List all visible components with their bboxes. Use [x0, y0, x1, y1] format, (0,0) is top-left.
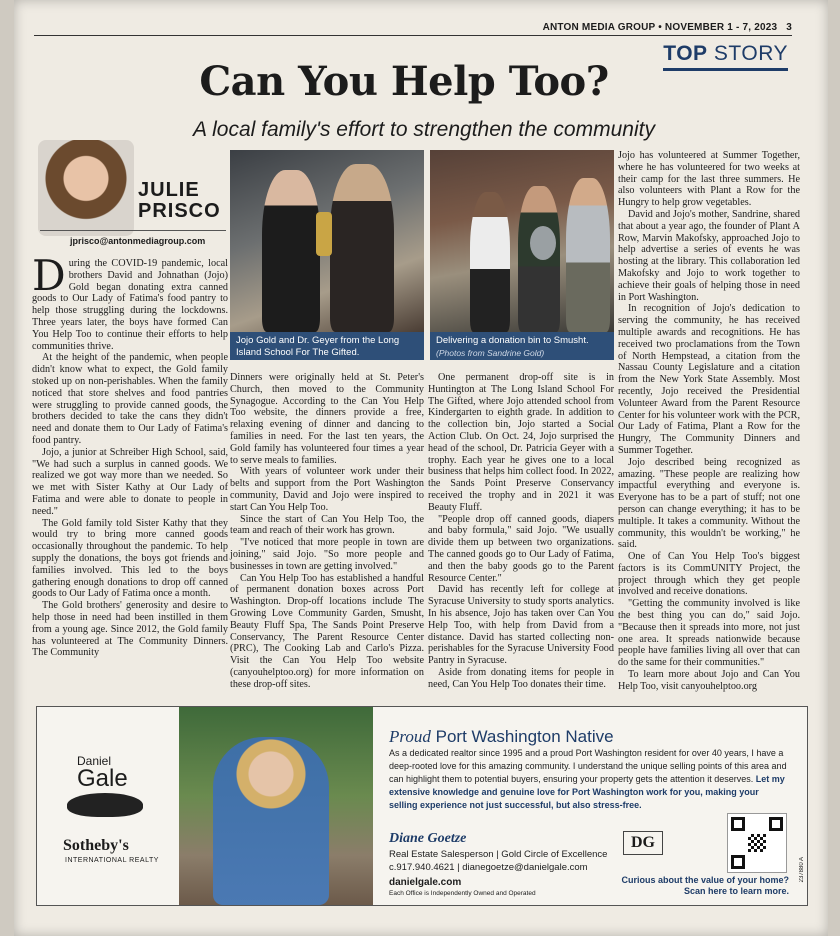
photo-figure-1	[470, 192, 510, 332]
tagline-main: Port Washington Native	[435, 727, 614, 746]
article-paragraph	[32, 251, 228, 352]
article-paragraph: Dinners were originally held at St. Peter's Church, then moved to the Community Synagogue. According to the Can You Help Too website, the dinners provide a free, relaxing evening of dinner and dancing to families in need. For the last ten years, the Gold family has volunteered four times a year to serve meals to families.	[230, 372, 424, 466]
article-column-1	[32, 251, 228, 659]
cta-line-2: Scan here to learn more.	[683, 886, 789, 896]
caption-2-text: Delivering a donation bin to Smusht.	[436, 335, 589, 346]
page-number: 3	[786, 22, 792, 33]
newspaper-page	[14, 0, 828, 936]
article-paragraph: The Gold family told Sister Kathy that they would try to bring more canned goods occasionally throughout the pandemic. To help supply the donations, the boys got friends and families involved. This led to the boys gathering enough donations to drop off canned goods to Our Lady of Fatima once a month.	[32, 517, 228, 600]
article-column-3	[428, 372, 614, 691]
subheadline: A local family's effort to strengthen the community	[193, 118, 655, 141]
article-paragraph: Jojo, a junior at Schreiber High School, said, "We had such a surplus in canned goods. We realized we got way more than we needed. So we met with Sister Kathy at Our Lady of Fatima and were able to donate to people in need."	[32, 446, 228, 517]
article-paragraph: The Gold brothers' generosity and desire to help those in need had been instilled in them from a young age. Since 2012, the Gold family has volunteered at The Community Dinners. The Community	[32, 600, 228, 659]
article-paragraph: With years of volunteer work under their belts and support from the Port Washington community, David and Jojo were inspired to start Can You Help Too.	[230, 466, 424, 513]
header-separator: •	[658, 22, 662, 33]
photo-figure-geyer	[330, 164, 394, 332]
article-paragraph: To learn more about Jojo and Can You Help Too, visit canyouhelptoo.org	[618, 669, 800, 692]
article-paragraph: One permanent drop-off site is in Huntington at The Long Island School For The Gifted, where Jojo attended school from Kindergarten to eighth grade. In addition to the collection bin, Jojo started a Social Action Club. On Oct. 24, Jojo surprised the head of the school, Dr. Patricia Geyer with a trophy. Each year he gives one to a local business that helps him collect food. In 2022, the Sands Point Preserve Conservancy received the trophy and in 2021 it was Beauty Fluff.	[428, 372, 614, 513]
article-paragraph: At the height of the pandemic, when people didn't know what to expect, the Gold family stoked up on non-perishables. When the family noticed that store shelves and food pantries were struggling to provide canned goods, the brothers decided to take the cans they didn't need and donate them to Our Lady of Fatima's food pantry.	[32, 352, 228, 446]
logo-intl-text: INTERNATIONAL REALTY	[65, 857, 159, 864]
trophy-icon	[316, 212, 332, 256]
tagline-script: Proud	[389, 727, 431, 746]
article-paragraph: Jojo described being recognized as amazing. "These people are realizing how impactful everything and everyone is. Everyone has to be a part of stuff; not one person can change everything; it has to be multiple. It takes a community. Without the community, this wouldn't be working," he said.	[618, 456, 800, 551]
article-paragraph: Since the start of Can You Help Too, the team and reach of their work has grown.	[230, 513, 424, 537]
dg-monogram: DG	[623, 831, 663, 855]
agent-role: Real Estate Salesperson | Gold Circle of Excellence	[389, 849, 608, 860]
author-last-name: PRISCO	[138, 200, 221, 222]
photo-caption-2	[430, 332, 614, 360]
photo-jojo-dr-geyer	[230, 150, 424, 332]
author-byline	[138, 180, 221, 222]
ad-cta	[621, 875, 789, 897]
article-column-2	[230, 372, 424, 691]
logo-sothebys-text: Sotheby's	[63, 837, 129, 854]
photo-caption-1: Jojo Gold and Dr. Geyer from the Long Island School For The Gifted.	[230, 332, 424, 360]
article-column-4	[618, 150, 800, 693]
issue-dates: NOVEMBER 1 - 7, 2023	[664, 22, 778, 33]
article-paragraph: David and Jojo's mother, Sandrine, shared that about a year ago, the founder of Plant A Row, Marvin Makofsky, approached Jojo to help advertise a series of events he was hosting at the library. This collaboration led Makofsky and Jojo to work together to achieve their goals of helping those in need in Port Washington.	[618, 208, 800, 303]
ad-code: 237880 A	[799, 857, 805, 883]
agent-figure	[213, 737, 329, 905]
ad-website-link[interactable]: danielgale.com	[389, 877, 462, 888]
agent-signature: Diane Goetze	[389, 831, 467, 846]
article-paragraph: Can You Help Too has established a handful of permanent donation boxes across Port Washington. Drop-off locations include The Growing Love Community Garden, Smusht, Beauty Fluff Spa, The Sands Point Preserve Conservancy, The Parent Resource Center (PRC), The Cooking Lab and Carlo's Pizza. Visit the Can You Help Too website (canyouhelptoo.org) for more information on these drop-off sites.	[230, 572, 424, 690]
donation-bin-icon	[530, 226, 556, 260]
daniel-gale-logo	[37, 707, 177, 905]
logo-gale-text: Gale	[77, 765, 128, 792]
article-paragraph: "Getting the community involved is like the best thing you can do," said Jojo. "Because then it spreads into more, not just one area. It spreads nationwide because people have families living all over that can do the same for their communities."	[618, 598, 800, 669]
ad-body-bold: Let my extensive knowledge and genuine love for Port Washington work for you, making your selling experience not just successful, but also stress-free.	[389, 774, 785, 810]
header-publication	[543, 22, 792, 33]
author-rule	[40, 230, 226, 231]
author-first-name: JULIE	[138, 179, 200, 201]
header-rule	[34, 35, 792, 36]
equal-housing-notice: Each Office is Independently Owned and Operated	[389, 890, 536, 897]
page-header	[14, 22, 828, 38]
photo-credit: (Photos from Sandrine Gold)	[436, 348, 545, 358]
article-paragraph: Jojo has volunteered at Summer Together, where he has volunteered for two weeks at their camp for the last three summers. He also volunteers with Plant a Row for the Hungry to help grow vegetables.	[618, 150, 800, 209]
paragraph-text: uring the COVID-19 pandemic, local brothers David and Johnathan (Jojo) Gold began donating extra canned goods to Our Lady of Fatima's food pantry to help those struggling during the lockdowns. Three years later, the boys have formed Can You Help Too to continue their efforts to help communities thrive.	[32, 258, 228, 352]
section-label-bold: TOP	[663, 42, 708, 65]
article-paragraph: In recognition of Jojo's dedication to serving the community, he has received multiple awards and recognitions. He has received two proclamations from the Town of North Hempstead, a citation from the Nassau County Legislature and a citation from the New York State Assembly. Most recently, Jojo received the Presidential Volunteer Award from the Parent Resource Center for his volunteer work with the PCR, Our Lady of Fatima, Plant a Row for the Hungry, The Community Dinners and Summer Together.	[618, 303, 800, 456]
photo-donation-bin	[430, 150, 614, 332]
logo-daniel-text: Daniel	[77, 754, 112, 768]
article-paragraph: "People drop off canned goods, diapers and baby formula," said Jojo. "We usually divide them up between two organizations. The canned goods go to Our Lady of Fatima, and then the baby goods go to the Parent Resource Center."	[428, 513, 614, 584]
agent-contact[interactable]: c.917.940.4621 | dianegoetze@danielgale.com	[389, 862, 588, 873]
drop-cap: D	[32, 251, 66, 300]
ad-body	[389, 747, 789, 812]
article-paragraph: Aside from donating items for people in need, Can You Help Too donates their time.	[428, 666, 614, 690]
author-photo	[38, 140, 134, 236]
ad-body-text: As a dedicated realtor since 1995 and a proud Port Washington resident for over 40 years, I have a deep-rooted love for this amazing community. I understand the unique selling points of this area and can highlight them to potential buyers, ensuring your property gets the attention it deserves.	[389, 748, 787, 784]
section-label-underline	[663, 68, 788, 71]
realtor-advertisement	[36, 706, 808, 906]
author-email[interactable]: jprisco@antonmediagroup.com	[70, 236, 206, 246]
agent-photo	[179, 707, 373, 905]
section-label-light: STORY	[713, 42, 788, 65]
headline: Can You Help Too?	[199, 58, 609, 105]
cta-line-1: Curious about the value of your home?	[621, 875, 789, 885]
whale-icon	[67, 793, 143, 817]
article-paragraph: One of Can You Help Too's biggest factors is its CommUNITY Project, the project through which they get people involved and receive donations.	[618, 551, 800, 598]
ad-tagline	[389, 727, 614, 747]
section-label	[663, 42, 788, 71]
qr-code-icon[interactable]	[727, 813, 787, 873]
photo-figure-3	[566, 178, 610, 332]
photo-figure-jojo	[262, 170, 320, 332]
article-paragraph: David has recently left for college at Syracuse University to study sports analytics. In his absence, Jojo has taken over Can You Help Too, with help from David from a distance. David has started collecting non-perishables for the Syracuse University Food Pantry in Syracuse.	[428, 584, 614, 667]
article-paragraph: "I've noticed that more people in town are joining," said Jojo. "So more people and businesses in town are getting involved."	[230, 537, 424, 572]
publisher-name: ANTON MEDIA GROUP	[542, 22, 656, 33]
